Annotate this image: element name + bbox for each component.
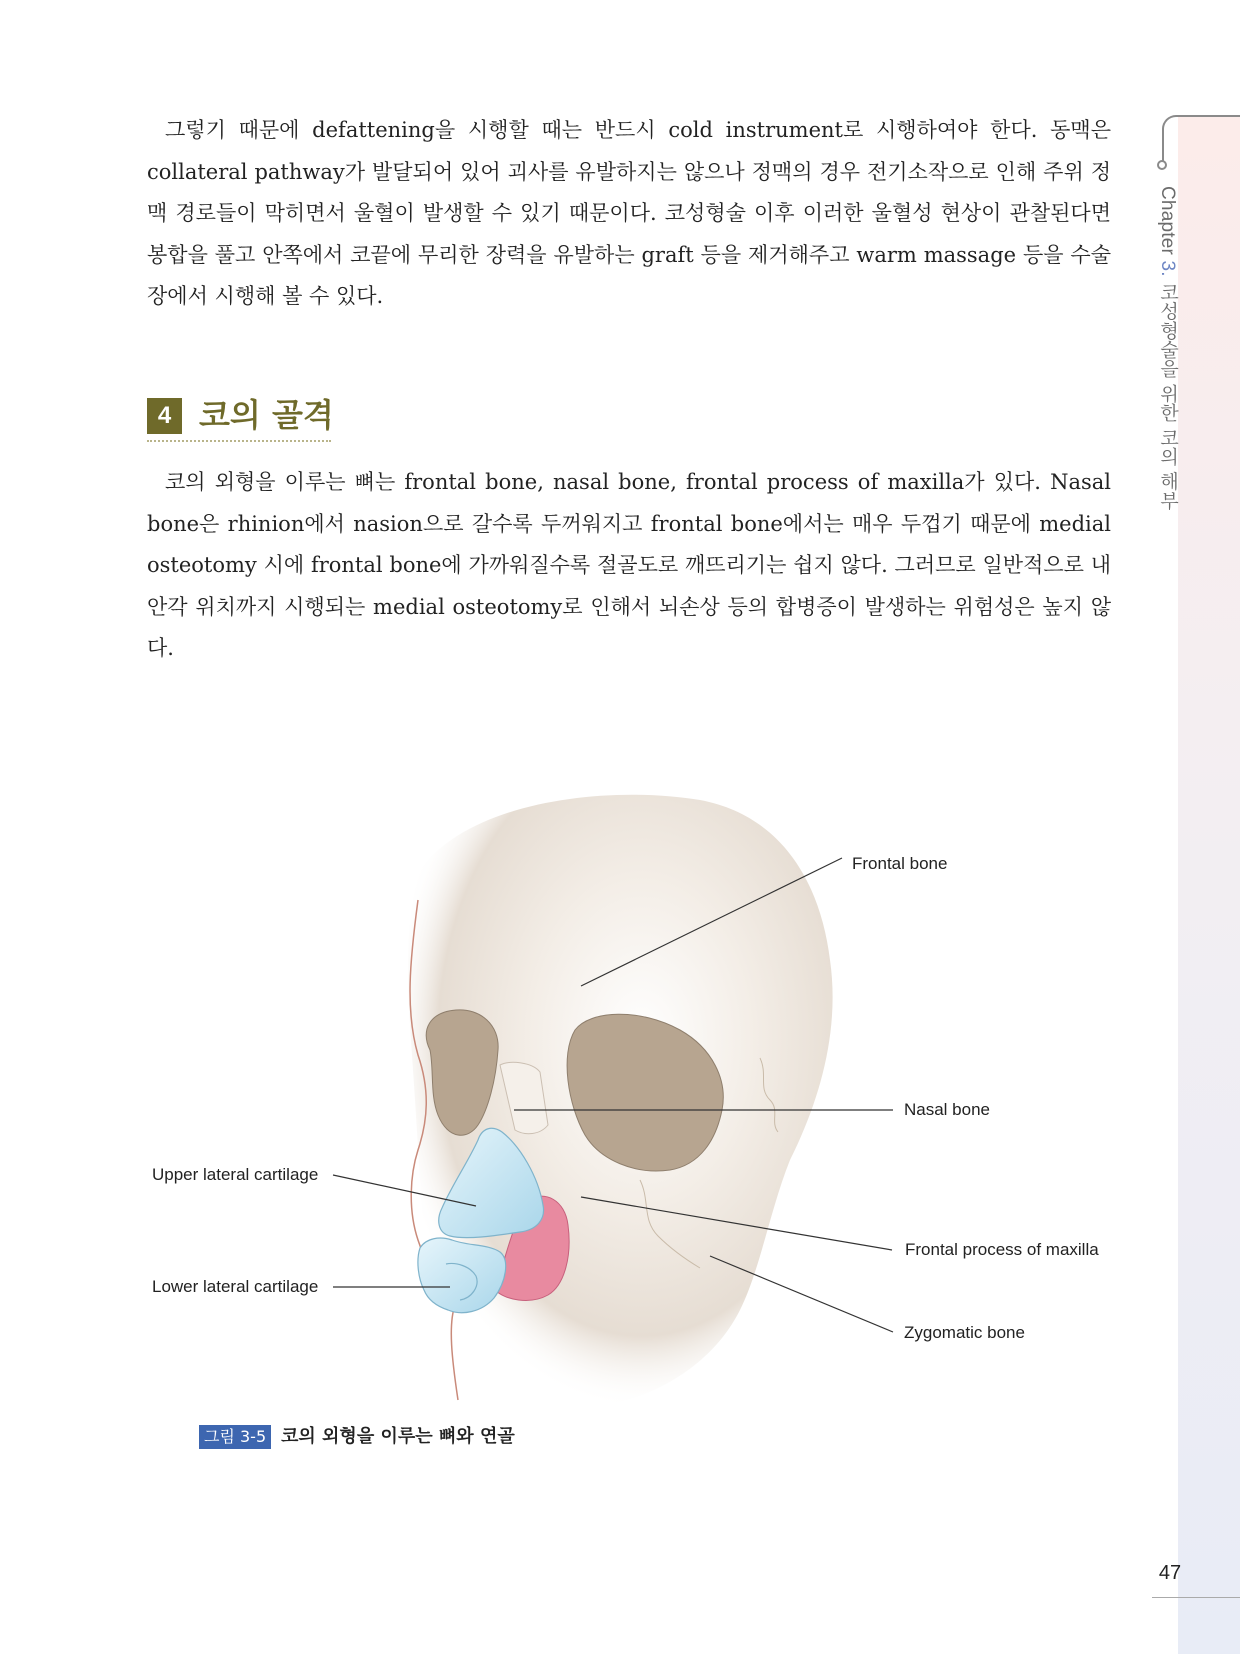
- chapter-prefix: Chapter: [1157, 186, 1178, 261]
- section-title: 코의 골격: [199, 396, 334, 434]
- section-number-badge: 4: [147, 398, 182, 434]
- skull-figure: [0, 780, 1240, 1420]
- body-paragraph-2: 코의 외형을 이루는 뼈는 frontal bone, nasal bone, frontal process of maxilla가 있다. Nasal bone은 rhinion에서 nasion으로 갈수록 두꺼워지고 frontal bone에서는 매우 두껍기 때문에 medial osteotomy 시에 frontal bone에 가까워질수록 절골도로 깨뜨리기는 쉽지 않다. 그러므로 일반적으로 내안각 위치까지 시행되는 medial osteotomy로 인해서 뇌손상 등의 합병증이 발생하는 위험성은 높지 않다.: [147, 470, 1111, 660]
- chapter-label: [1154, 186, 1181, 510]
- label-nasal-bone: Nasal bone: [904, 1100, 991, 1119]
- label-lower-lateral-cartilage: Lower lateral cartilage: [152, 1277, 319, 1296]
- chapter-tab-dot: [1157, 160, 1167, 170]
- section-underline: [147, 440, 331, 442]
- chapter-number: 3.: [1157, 260, 1178, 277]
- label-frontal-process-of-maxilla: Frontal process of maxilla: [905, 1240, 1099, 1259]
- page-number: 47: [1158, 1562, 1182, 1584]
- figure-number-badge: 그림 3-5: [199, 1425, 271, 1449]
- figure-caption-text: 코의 외형을 이루는 뼈와 연골: [281, 1426, 515, 1447]
- label-zygomatic-bone: Zygomatic bone: [904, 1323, 1025, 1342]
- chapter-title: 코성형술을 위한 코의 해부: [1157, 276, 1178, 510]
- page-number-rule: [1152, 1597, 1240, 1598]
- label-upper-lateral-cartilage: Upper lateral cartilage: [152, 1165, 319, 1184]
- label-frontal-bone: Frontal bone: [852, 854, 948, 873]
- body-paragraph-1: 그렇기 때문에 defattening을 시행할 때는 반드시 cold instrument로 시행하여야 한다. 동맥은 collateral pathway가 발달되어 있어 괴사를 유발하지는 않으나 정맥의 경우 전기소작으로 인해 주위 정맥 경로들이 막히면서 울혈이 발생할 수 있기 때문이다. 코성형술 이후 이러한 울혈성 현상이 관찰된다면 봉합을 풀고 안쪽에서 코끝에 무리한 장력을 유발하는 graft 등을 제거해주고 warm massage 등을 수술장에서 시행해 볼 수 있다.: [147, 118, 1111, 308]
- chapter-tab-line: [1162, 115, 1240, 169]
